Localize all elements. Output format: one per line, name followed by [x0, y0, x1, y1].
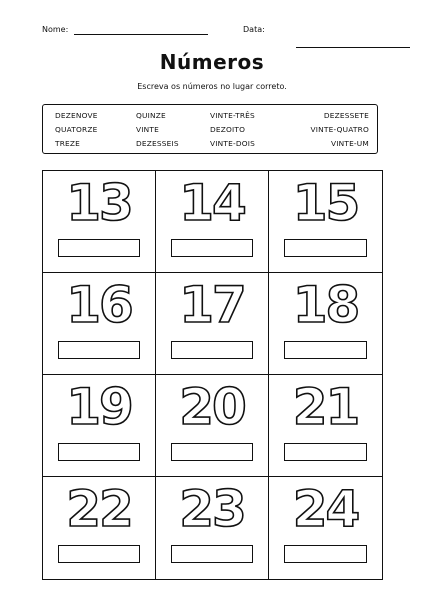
- number-cell: [269, 171, 382, 273]
- outlined-number: 23: [179, 480, 245, 538]
- answer-box[interactable]: [284, 545, 367, 563]
- page-title: Números: [159, 50, 265, 74]
- answer-box[interactable]: [171, 341, 253, 359]
- instruction-text: Escreva os números no lugar correto.: [137, 82, 287, 91]
- numbers-grid: [42, 170, 383, 580]
- word-bank-item: VINTE-UM: [330, 139, 369, 148]
- answer-box[interactable]: [58, 239, 140, 257]
- number-cell: [43, 171, 156, 273]
- number-cell: [156, 375, 269, 477]
- outlined-number: 22: [66, 480, 132, 538]
- outlined-number: 13: [66, 174, 132, 232]
- word-bank: [42, 104, 378, 154]
- outlined-number: 21: [292, 378, 359, 436]
- outlined-number: 16: [66, 276, 132, 334]
- number-cell: [156, 477, 269, 579]
- word-bank-item: VINTE-DOIS: [210, 139, 255, 148]
- outlined-number: 18: [292, 276, 359, 334]
- word-bank-item: TREZE: [55, 139, 81, 148]
- answer-box[interactable]: [284, 341, 367, 359]
- answer-box[interactable]: [171, 443, 253, 461]
- answer-box[interactable]: [171, 545, 253, 563]
- number-cell: [43, 375, 156, 477]
- word-bank-item: QUATORZE: [55, 125, 98, 134]
- number-cell: [269, 477, 382, 579]
- word-bank-item: VINTE-TRÊS: [210, 111, 255, 120]
- answer-box[interactable]: [58, 545, 140, 563]
- outlined-number: 19: [66, 378, 132, 436]
- outlined-number: 14: [179, 174, 245, 232]
- word-bank-item: DEZESSETE: [323, 111, 369, 120]
- answer-box[interactable]: [284, 239, 367, 257]
- name-label: Nome:: [42, 25, 69, 34]
- answer-box[interactable]: [284, 443, 367, 461]
- name-field-line[interactable]: [74, 34, 208, 35]
- word-bank-item: VINTE: [136, 125, 159, 134]
- number-cell: [269, 375, 382, 477]
- outlined-number: 15: [292, 174, 359, 232]
- number-cell: [43, 273, 156, 375]
- number-cell: [43, 477, 156, 579]
- number-cell: [156, 273, 269, 375]
- answer-box[interactable]: [171, 239, 253, 257]
- word-bank-item: QUINZE: [136, 111, 166, 120]
- answer-box[interactable]: [58, 341, 140, 359]
- number-cell: [156, 171, 269, 273]
- word-bank-item: DEZENOVE: [55, 111, 98, 120]
- answer-box[interactable]: [58, 443, 140, 461]
- word-bank-item: DEZESSEIS: [136, 139, 179, 148]
- word-bank-item: VINTE-QUATRO: [310, 125, 369, 134]
- outlined-number: 20: [179, 378, 245, 436]
- date-label: Data:: [243, 25, 265, 34]
- word-bank-item: DEZOITO: [210, 125, 246, 134]
- outlined-number: 17: [179, 276, 245, 334]
- date-field-line[interactable]: [296, 47, 410, 48]
- number-cell: [269, 273, 382, 375]
- outlined-number: 24: [292, 480, 359, 538]
